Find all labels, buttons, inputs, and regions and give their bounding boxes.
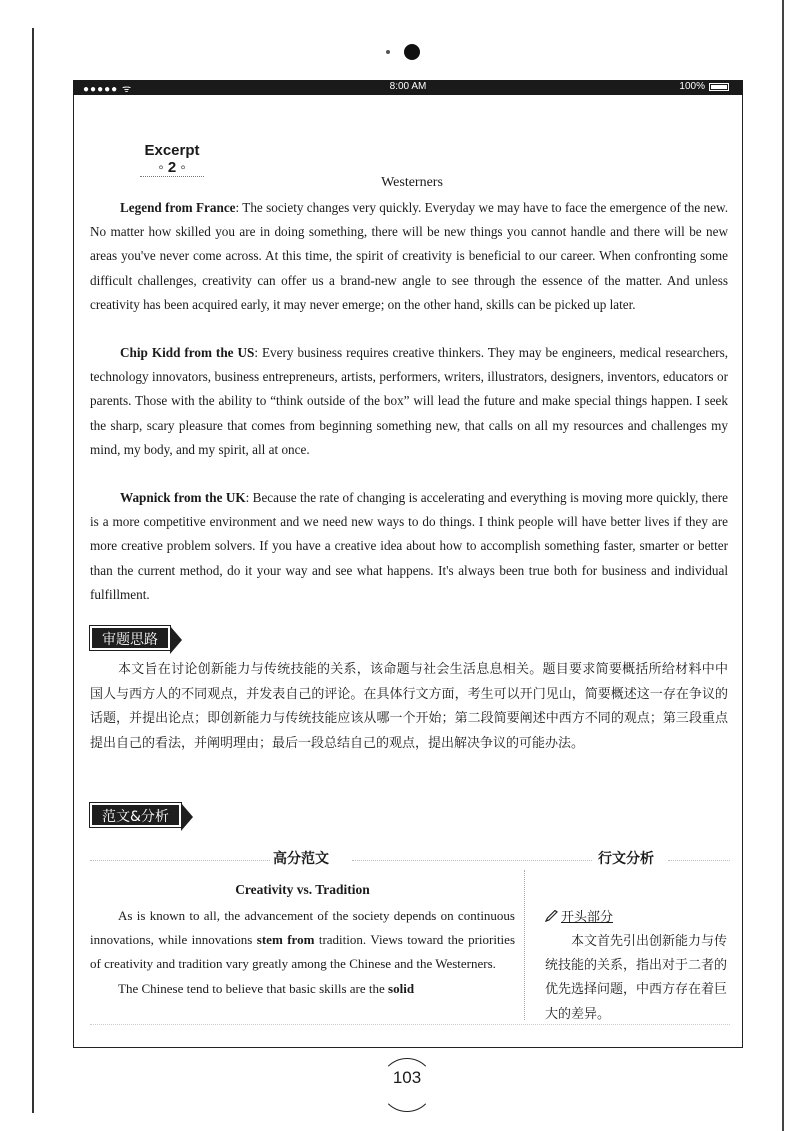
sensor-dot bbox=[386, 50, 390, 54]
excerpt-number: ◦ 2 ◦ bbox=[140, 159, 204, 177]
speaker-name: Legend from France bbox=[120, 200, 236, 215]
page-right-rule bbox=[782, 0, 784, 1131]
battery-icon bbox=[709, 83, 729, 91]
camera-dot bbox=[404, 44, 420, 60]
signal-indicator: ●●●●● ᯤ bbox=[83, 84, 133, 95]
paragraph-us: Chip Kidd from the US: Every business requires creative thinkers. They may be engineers, medical researchers, technology innovators, business entrepreneurs, artists, performers, writers, illustrators, designers, inventors, educators or parents. Those with the ability to “think outside of the box” will lead the future and make special things happen. I seek the sharp, scary pleasure that comes from beginning something new, that calls on all my resources and challenges my mind, my body, and my spirit, all at once. bbox=[90, 345, 728, 457]
status-time: 8:00 AM bbox=[389, 81, 427, 92]
divider-dots bbox=[90, 860, 270, 861]
column-divider bbox=[524, 870, 525, 1020]
section-tag-model: 范文&分析 bbox=[90, 803, 181, 827]
key-phrase: stem from bbox=[256, 932, 315, 948]
analysis-subhead: 开头部分 bbox=[545, 906, 613, 925]
divider-dots bbox=[668, 860, 730, 861]
battery-indicator bbox=[679, 81, 729, 92]
paragraph-uk: Wapnick from the UK: Because the rate of changing is accelerating and everything is moving more quickly, there is a more competitive environment and we need new ways to do things. I think people will have better lives if they are more creative problem solvers. If you have a creative idea about how to accomplish something faster, smarter or better than the current method, do it your way and see what happens. It's always been true both for business and individual fulfillment. bbox=[90, 490, 728, 602]
divider-dots bbox=[352, 860, 592, 861]
paragraph-france: Legend from France: The society changes very quickly. Everyday we may have to face the emergence of the new. No matter how skilled you are in doing something, there will be new things you cannot handle and there will be new areas you've never come across. At this time, the spirit of creativity is beneficial to our career. When confronting some difficult challenges, creativity can offer us a brand-new angle to see through the essence of the matter. And unless creativity has been acquired early, it may never emerge; on the other hand, skills can be picked up later. bbox=[90, 200, 728, 312]
section-tag-analysis: 审题思路 bbox=[90, 626, 170, 650]
essay-title: Westerners bbox=[381, 175, 443, 190]
model-essay-heading: 高分范文 bbox=[273, 851, 329, 867]
model-essay-title: Creativity vs. Tradition bbox=[235, 882, 370, 897]
paragraph-text: Because the rate of changing is accelerating and everything is moving more quickly, there is a more competitive environment and we need new ways to do things. I think people will have better lives if they are more creative problem solvers. If you have a creative idea about how to accomplish something faster, smarter or better than the current method, do it your way and see what happens. It's always been true both for business and individual fulfillment. bbox=[90, 490, 728, 602]
page-number: 103 bbox=[392, 1068, 422, 1087]
analysis-text: 本文首先引出创新能力与传统技能的关系，指出对于二者的优先选择问题，中西方存在着巨大的差异。 bbox=[545, 934, 728, 1022]
analysis-heading: 行文分析 bbox=[598, 851, 654, 867]
analysis-paragraph: 本文旨在讨论创新能力与传统技能的关系，该命题与社会生活息息相关。题目要求简要概括所给材料中中国人与西方人的不同观点，并发表自己的评论。在具体行文方面，考生可以开门见山，简要概述这一存在争议的话题，并提出论点；即创新能力与传统技能应该从哪一个开始；第二段简要阐述中西方不同的观点；第三段重点提出自己的看法，并阐明理由；最后一段总结自己的观点，提出解决争议的可能办法。 bbox=[90, 662, 728, 751]
excerpt-badge bbox=[132, 142, 212, 177]
key-phrase: solid bbox=[388, 980, 415, 996]
bottom-divider bbox=[90, 1024, 730, 1025]
status-bar bbox=[73, 80, 743, 95]
paragraph-text: Every business requires creative thinkers. They may be engineers, medical researchers, technology innovators, business entrepreneurs, artists, performers, writers, illustrators, designers, inventors, educators or parents. Those with the ability to “think outside of the box” will lead the future and make special things happen. I seek the sharp, scary pleasure that comes from beginning something new, that calls on all my resources and challenges my mind, my body, and my spirit, all at once. bbox=[90, 345, 728, 457]
model-essay-text: As is known to all, the advancement of the society depends on continuous innovations, while innovations stem from tradition. Views toward the priorities of creativity and tradition vary greatly among the Chinese and the Westerners. The Chinese tend to believe that basic skills are the solid bbox=[90, 908, 515, 996]
speaker-name: Wapnick from the UK bbox=[120, 490, 246, 505]
paragraph-text: The society changes very quickly. Everyday we may have to face the emergence of the new. No matter how skilled you are in doing something, there will be new things you cannot handle and there will be new areas you've never come across. At this time, the spirit of creativity is beneficial to our career. When confronting some difficult challenges, creativity can offer us a brand-new angle to see through the essence of the matter. And unless creativity has been acquired early, it may never emerge; on the other hand, skills can be picked up later. bbox=[90, 200, 728, 312]
excerpt-label: Excerpt bbox=[144, 142, 200, 159]
battery-percent: 100% bbox=[679, 81, 705, 92]
speaker-name: Chip Kidd from the US bbox=[120, 345, 255, 360]
pen-icon bbox=[545, 910, 559, 922]
